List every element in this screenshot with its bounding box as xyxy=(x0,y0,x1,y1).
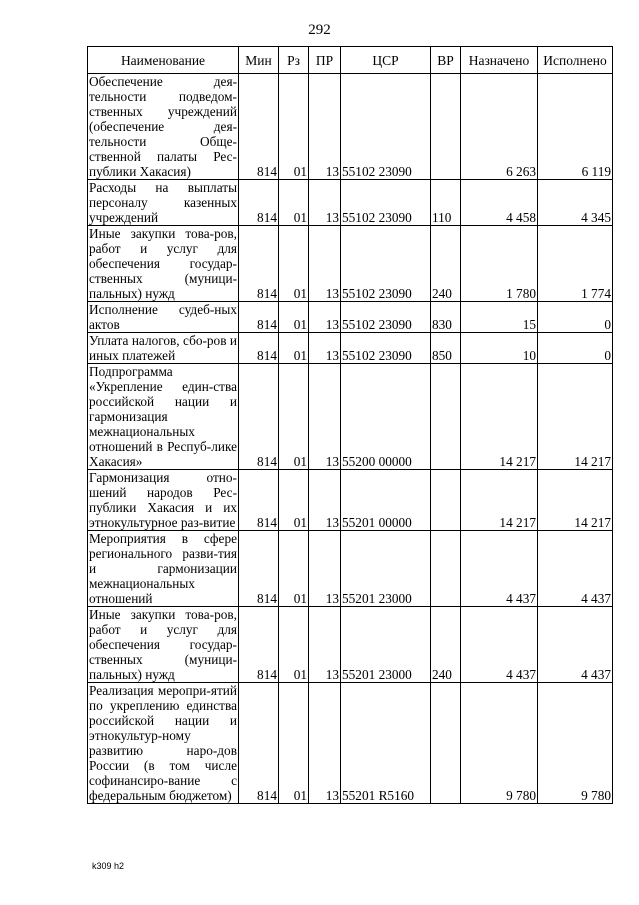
table-row xyxy=(88,683,613,804)
table-row xyxy=(88,302,613,333)
row-pr: 13 xyxy=(309,607,341,683)
row-vr xyxy=(431,364,461,470)
row-executed: 4 345 xyxy=(538,180,613,226)
row-pr: 13 xyxy=(309,180,341,226)
row-pr: 13 xyxy=(309,683,341,804)
row-vr: 240 xyxy=(431,226,461,302)
row-csr: 55201 R5160 xyxy=(341,683,431,804)
row-name: Уплата налогов, сбо-ров и иных платежей xyxy=(89,333,237,363)
row-min: 814 xyxy=(239,531,279,607)
row-vr: 110 xyxy=(431,180,461,226)
header-executed: Исполнено xyxy=(538,47,613,74)
row-assigned: 14 217 xyxy=(461,470,538,531)
row-assigned: 1 780 xyxy=(461,226,538,302)
row-rz: 01 xyxy=(279,74,309,180)
row-min: 814 xyxy=(239,364,279,470)
row-vr: 850 xyxy=(431,333,461,364)
row-min: 814 xyxy=(239,683,279,804)
row-min: 814 xyxy=(239,226,279,302)
table-row xyxy=(88,470,613,531)
row-min: 814 xyxy=(239,74,279,180)
row-name: Обеспечение дея-тельности подведом-ственных учреждений (обеспечение дея-тельности Обще-ственной палаты Рес-публики Хакасия) xyxy=(89,74,237,179)
row-vr xyxy=(431,531,461,607)
row-pr: 13 xyxy=(309,226,341,302)
row-min: 814 xyxy=(239,180,279,226)
row-assigned: 4 437 xyxy=(461,531,538,607)
row-vr: 240 xyxy=(431,607,461,683)
row-rz: 01 xyxy=(279,531,309,607)
row-assigned: 9 780 xyxy=(461,683,538,804)
row-name: Исполнение судеб-ных актов xyxy=(89,302,237,332)
row-assigned: 4 458 xyxy=(461,180,538,226)
row-name: Гармонизация отно-шений народов Рес-публики Хакасия и их этнокультурное раз-витие xyxy=(89,470,237,530)
table-row xyxy=(88,180,613,226)
row-csr: 55201 23000 xyxy=(341,531,431,607)
footer-code: k309 h2 xyxy=(92,861,125,871)
row-vr: 830 xyxy=(431,302,461,333)
row-rz: 01 xyxy=(279,364,309,470)
row-name: Расходы на выплаты персоналу казенных учреждений xyxy=(89,180,237,225)
row-executed: 9 780 xyxy=(538,683,613,804)
row-pr: 13 xyxy=(309,364,341,470)
row-pr: 13 xyxy=(309,333,341,364)
row-name: Подпрограмма «Укрепление един-ства российской нации и гармонизация межнациональных отношений в Респуб-лике Хакасия» xyxy=(89,364,237,469)
row-name: Мероприятия в сфере регионального разви-тия и гармонизации межнациональных отношений xyxy=(89,531,237,606)
row-assigned: 10 xyxy=(461,333,538,364)
row-csr: 55102 23090 xyxy=(341,74,431,180)
table-row xyxy=(88,364,613,470)
table-row xyxy=(88,226,613,302)
row-executed: 14 217 xyxy=(538,470,613,531)
row-csr: 55200 00000 xyxy=(341,364,431,470)
header-csr: ЦСР xyxy=(341,47,431,74)
row-assigned: 14 217 xyxy=(461,364,538,470)
row-csr: 55102 23090 xyxy=(341,302,431,333)
row-rz: 01 xyxy=(279,607,309,683)
row-min: 814 xyxy=(239,302,279,333)
row-executed: 0 xyxy=(538,333,613,364)
row-rz: 01 xyxy=(279,333,309,364)
budget-table xyxy=(87,46,613,804)
table-row xyxy=(88,333,613,364)
row-min: 814 xyxy=(239,607,279,683)
row-executed: 1 774 xyxy=(538,226,613,302)
row-csr: 55102 23090 xyxy=(341,333,431,364)
row-pr: 13 xyxy=(309,74,341,180)
table-row xyxy=(88,74,613,180)
row-executed: 4 437 xyxy=(538,531,613,607)
row-min: 814 xyxy=(239,333,279,364)
row-executed: 0 xyxy=(538,302,613,333)
row-rz: 01 xyxy=(279,683,309,804)
row-pr: 13 xyxy=(309,531,341,607)
row-csr: 55102 23090 xyxy=(341,226,431,302)
row-name: Реализация меропри-ятий по укреплению единства российской нации и этнокультур-ному развитию наро-дов России (в том числе софинансиро-вание с федеральным бюджетом) xyxy=(89,683,237,803)
row-executed: 14 217 xyxy=(538,364,613,470)
header-assigned: Назначено xyxy=(461,47,538,74)
row-csr: 55102 23090 xyxy=(341,180,431,226)
table-header-row xyxy=(88,47,613,74)
row-assigned: 6 263 xyxy=(461,74,538,180)
row-name: Иные закупки това-ров, работ и услуг для обеспечения государ-ственных (муници-пальных) нужд xyxy=(89,226,237,301)
header-vr: ВР xyxy=(431,47,461,74)
row-assigned: 15 xyxy=(461,302,538,333)
row-executed: 4 437 xyxy=(538,607,613,683)
row-csr: 55201 23000 xyxy=(341,607,431,683)
row-vr xyxy=(431,74,461,180)
row-rz: 01 xyxy=(279,470,309,531)
table-row xyxy=(88,607,613,683)
table-row xyxy=(88,531,613,607)
row-executed: 6 119 xyxy=(538,74,613,180)
header-name: Наименование xyxy=(88,47,239,74)
row-min: 814 xyxy=(239,470,279,531)
row-vr xyxy=(431,470,461,531)
row-rz: 01 xyxy=(279,302,309,333)
row-rz: 01 xyxy=(279,226,309,302)
row-pr: 13 xyxy=(309,302,341,333)
header-rz: Рз xyxy=(279,47,309,74)
page-number: 292 xyxy=(308,22,331,38)
header-min: Мин xyxy=(239,47,279,74)
row-name: Иные закупки това-ров, работ и услуг для обеспечения государ-ственных (муници-пальных) нужд xyxy=(89,607,237,682)
row-pr: 13 xyxy=(309,470,341,531)
row-assigned: 4 437 xyxy=(461,607,538,683)
header-pr: ПР xyxy=(309,47,341,74)
row-vr xyxy=(431,683,461,804)
row-csr: 55201 00000 xyxy=(341,470,431,531)
row-rz: 01 xyxy=(279,180,309,226)
